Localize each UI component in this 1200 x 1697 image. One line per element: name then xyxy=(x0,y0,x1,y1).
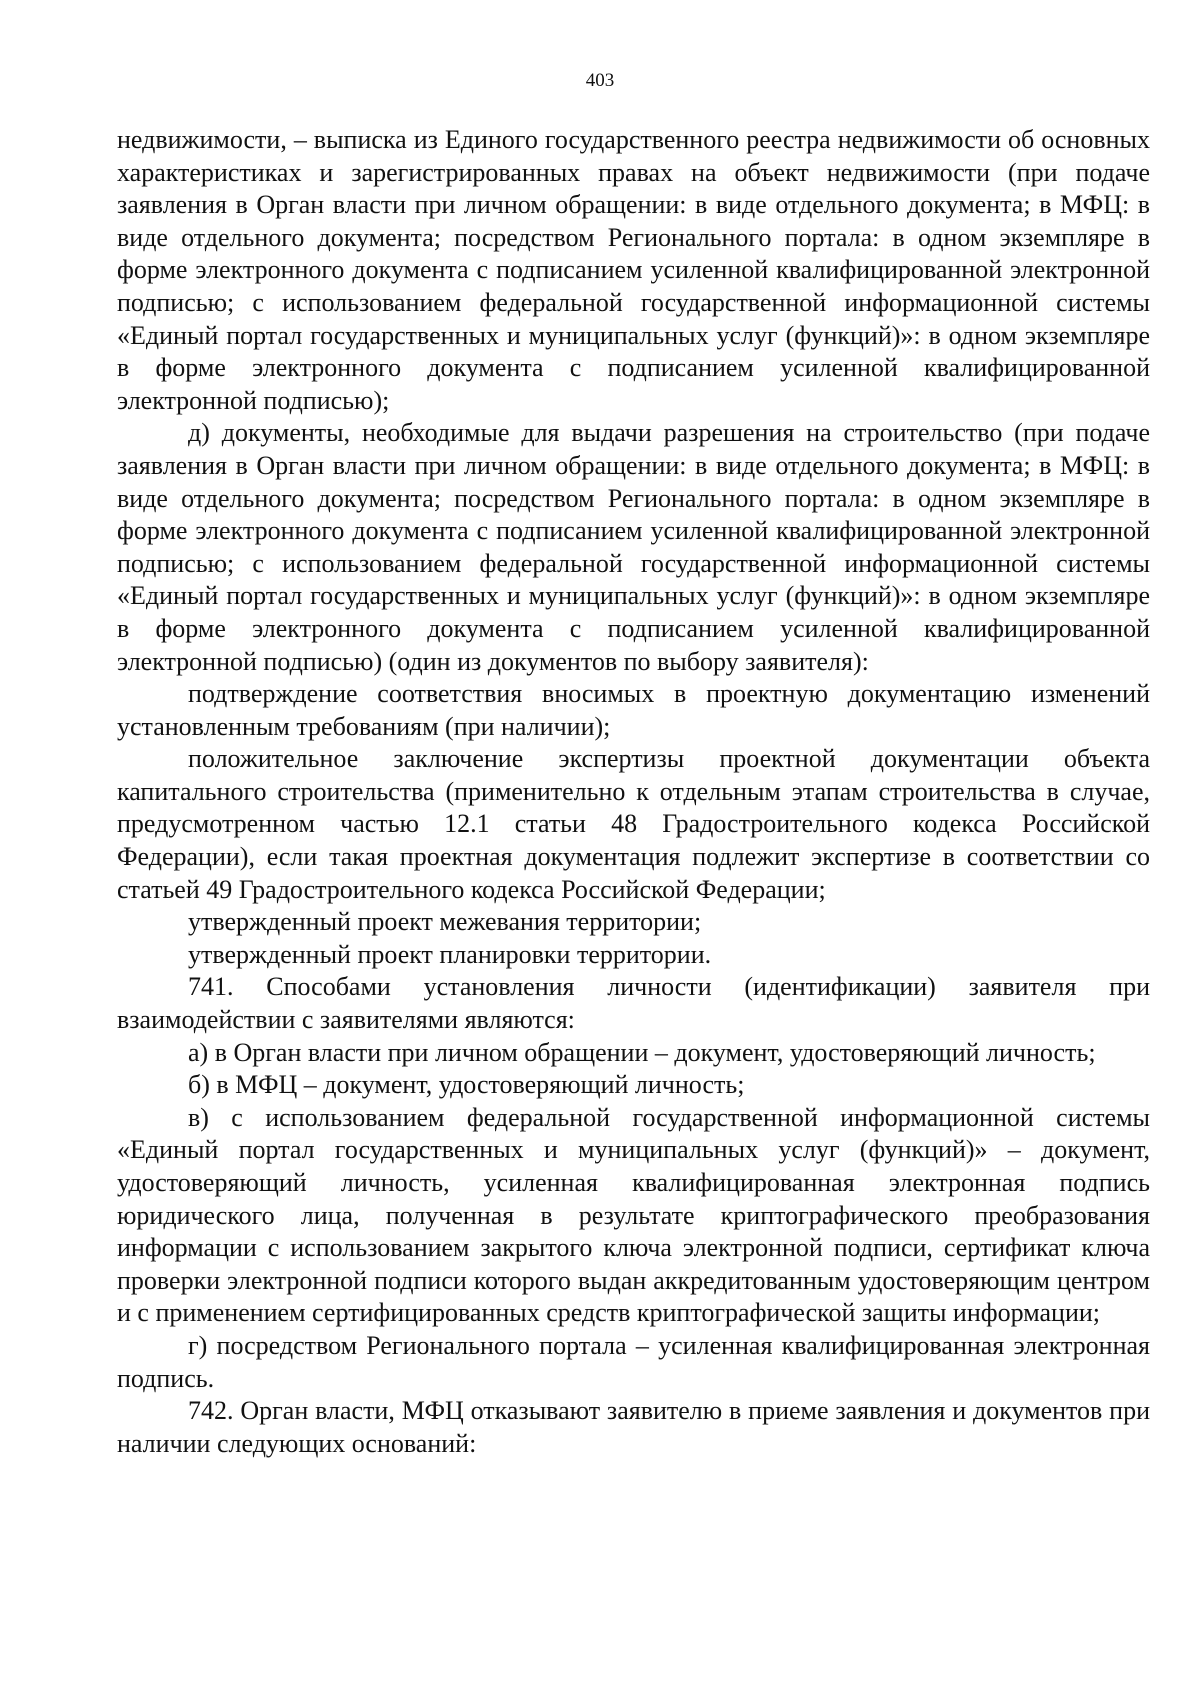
paragraph-clause-742: 742. Орган власти, МФЦ отказывают заявителю в приеме заявления и документов при наличии следующих оснований: xyxy=(117,1396,1150,1458)
paragraph-continuation-egrn-extract: недвижимости, – выписка из Единого государственного реестра недвижимости об основных характеристиках и зарегистрированных правах на объект недвижимости (при подаче заявления в Орган власти при личном обращении: в виде отдельного документа; в МФЦ: в виде отдельного документа; посредством Регионального портала: в одном экземпляре в форме электронного документа с подписанием усиленной квалифицированной электронной подписью; с использованием федеральной государственной информационной системы «Единый портал государственных и муниципальных услуг (функций)»: в одном экземпляре в форме электронного документа с подписанием усиленной квалифицированной электронной подписью); xyxy=(117,125,1150,415)
paragraph-positive-expert-conclusion: положительное заключение экспертизы проектной документации объекта капитального строительства (применительно к отдельным этапам строительства в случае, предусмотренном частью 12.1 статьи 48 Градостроительного кодекса Российской Федерации), если такая проектная документация подлежит экспертизе в соответствии со статьей 49 Градостроительного кодекса Российской Федерации; xyxy=(117,744,1150,904)
paragraph-land-survey-project: утвержденный проект межевания территории; xyxy=(188,907,702,937)
paragraph-planning-project: утвержденный проект планировки территории. xyxy=(188,939,712,969)
document-body xyxy=(117,124,1150,1460)
paragraph-item-a: а) в Орган власти при личном обращении – документ, удостоверяющий личность; xyxy=(188,1037,1096,1067)
paragraph-confirmation-of-compliance: подтверждение соответствия вносимых в проектную документацию изменений установленным требованиям (при наличии); xyxy=(117,679,1150,741)
paragraph-item-d-documents: д) документы, необходимые для выдачи разрешения на строительство (при подаче заявления в Орган власти при личном обращении: в виде отдельного документа; в МФЦ: в виде отдельного документа; посредством Регионального портала: в одном экземпляре в форме электронного документа с подписанием усиленной квалифицированной электронной подписью; с использованием федеральной государственной информационной системы «Единый портал государственных и муниципальных услуг (функций)»: в одном экземпляре в форме электронного документа с подписанием усиленной квалифицированной электронной подписью) (один из документов по выбору заявителя): xyxy=(117,418,1150,676)
paragraph-item-b: б) в МФЦ – документ, удостоверяющий личность; xyxy=(188,1070,745,1100)
paragraph-clause-741: 741. Способами установления личности (идентификации) заявителя при взаимодействии с заявителями являются: xyxy=(117,972,1150,1035)
paragraph-item-v: в) с использованием федеральной государственной информационной системы «Единый портал государственных и муниципальных услуг (функций)» – документ, удостоверяющий личность, усиленная квалифицированная электронная подпись юридического лица, полученная в результате криптографического преобразования информации с использованием закрытого ключа электронной подписи, сертификат ключа проверки электронной подписи которого выдан аккредитованным удостоверяющим центром и с применением сертифицированных средств криптографической защиты информации; xyxy=(117,1102,1150,1328)
paragraph-item-g: г) посредством Регионального портала – усиленная квалифицированная электронная подпись. xyxy=(117,1330,1150,1393)
page-number: 403 xyxy=(585,70,615,91)
